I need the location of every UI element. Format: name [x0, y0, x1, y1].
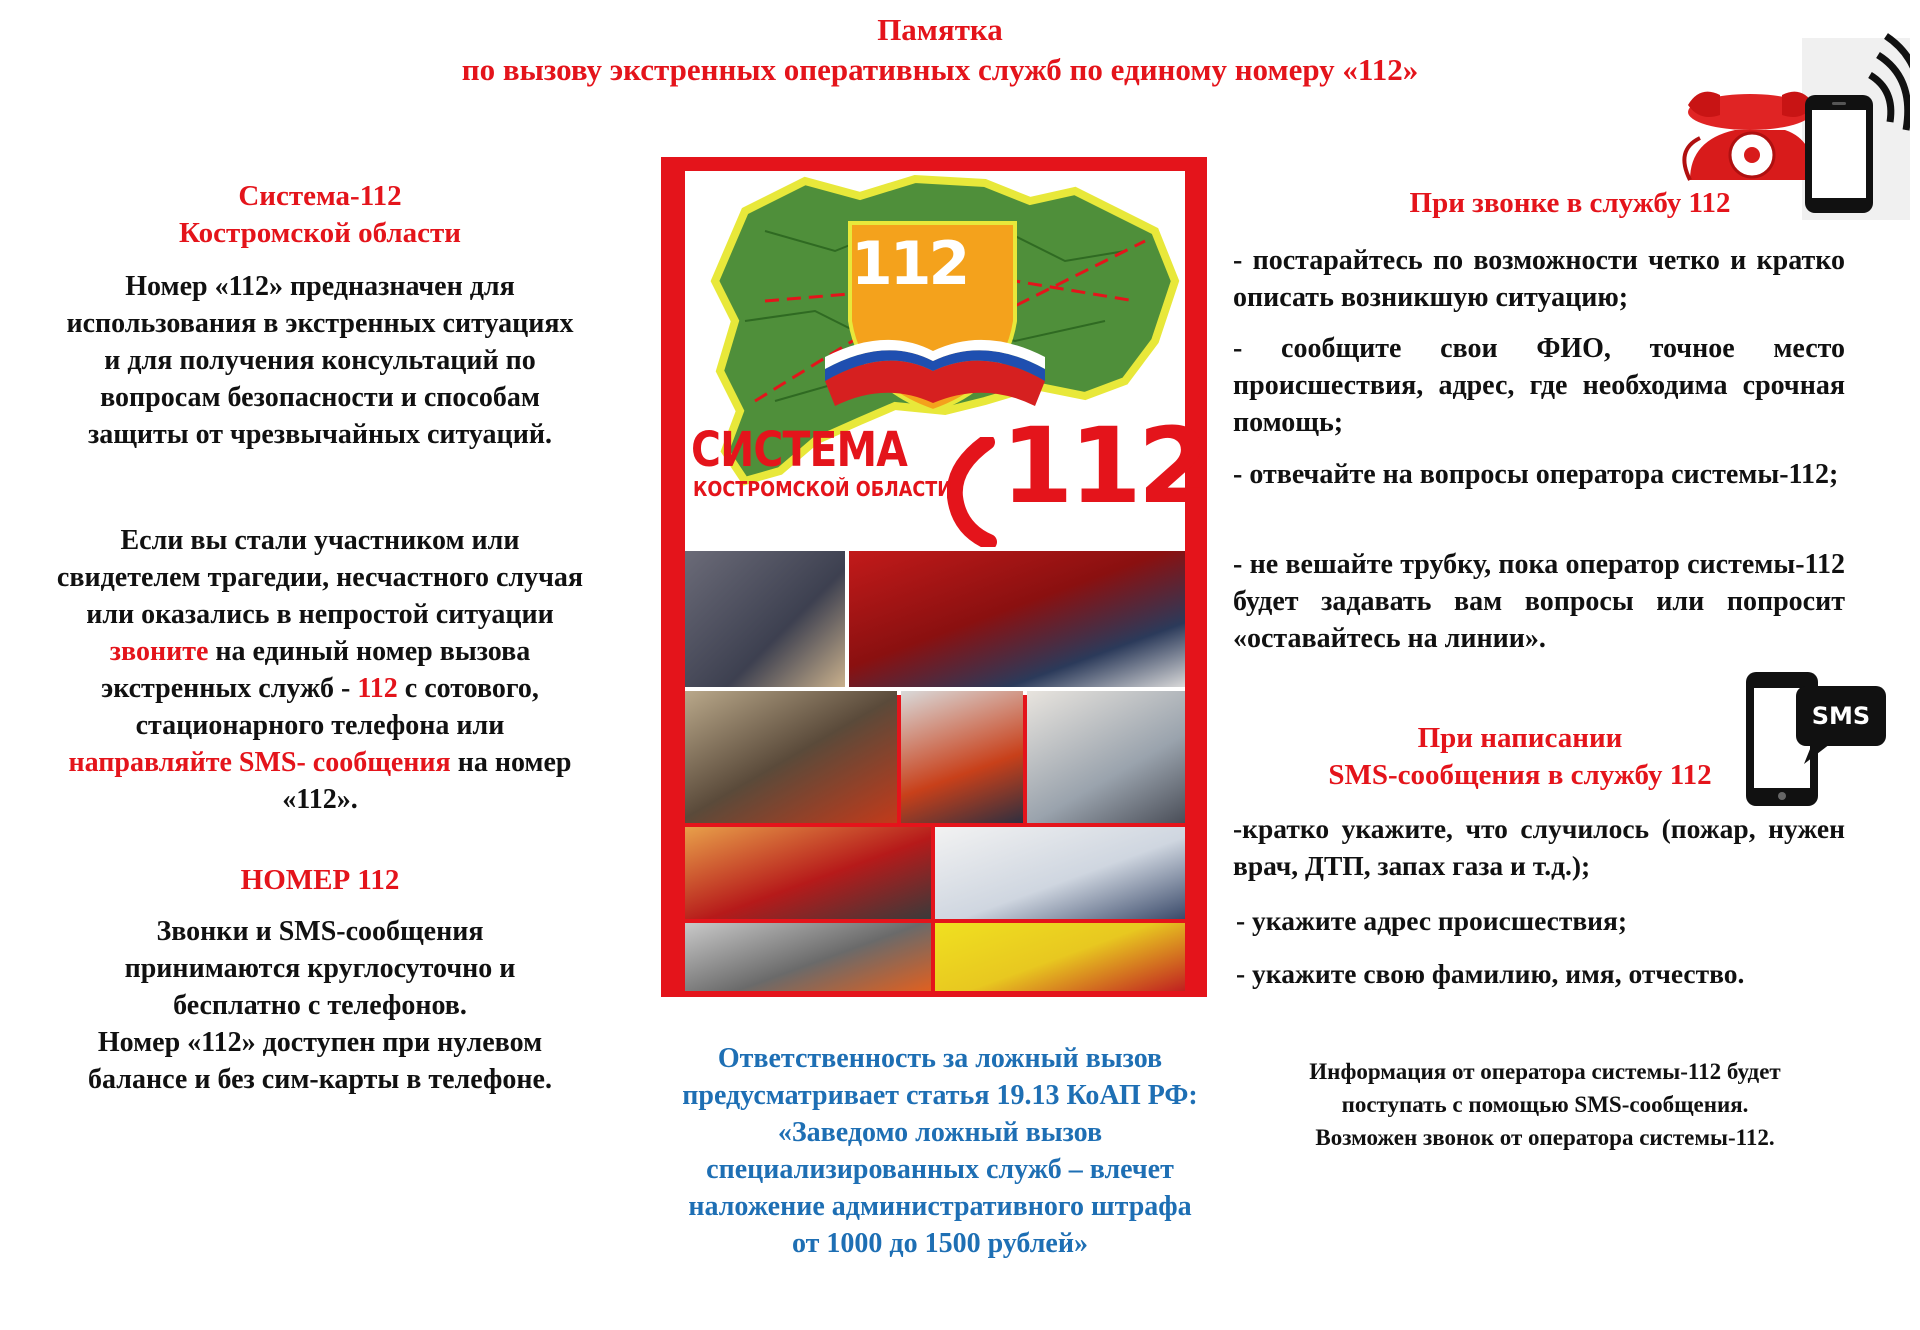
poster-region-word: КОСТРОМСКОЙ ОБЛАСТИ [693, 477, 953, 501]
photo-fire-truck [685, 827, 931, 919]
para2-text-1: Если вы стали участником или свидетелем трагедии, несчастного случая или оказались в непростой ситуации [56, 525, 584, 630]
photo-dispatcher [1027, 691, 1185, 823]
left-heading-line-2: Костромской области [179, 217, 461, 249]
availability-line-2: принимаются круглосуточно и [124, 953, 516, 984]
info-line-3: Возможен звонок от оператора системы-112. [1315, 1125, 1775, 1150]
call-item-1-text: - постарайтесь по возможности четко и кратко описать возникшую ситуацию; [1233, 245, 1845, 313]
left-heading [60, 178, 580, 252]
left-paragraph-purpose: Номер «112» предназначен для использования в экстренных ситуациях и для получения консультаций по вопросам безопасности и способам защиты от чрезвычайных ситуаций. [66, 271, 574, 450]
call-item-2-text: - сообщите свои ФИО, точное место происшествия, адрес, где необходима срочная помощь; [1233, 333, 1845, 438]
false-call-liability-note [620, 1040, 1260, 1262]
system-112-poster [661, 157, 1207, 997]
sms-phone-icon [1742, 668, 1892, 810]
call-item-1 [1233, 242, 1845, 316]
sms-heading-line-1: При написании [1417, 722, 1623, 754]
para2-text-4: на номер «112». [282, 747, 572, 815]
call-item-3-text: - отвечайте на вопросы оператора системы-112; [1233, 459, 1839, 490]
title-line-2: по вызову экстренных оперативных служб по единому номеру «112» [461, 52, 1419, 87]
left-heading-line-1: Система-112 [238, 180, 402, 212]
left-paragraph-availability [45, 913, 595, 1098]
law-line-4: специализированных служб – влечет [706, 1154, 1174, 1185]
para2-text-3: с сотового, стационарного телефона или [135, 673, 539, 741]
shield-number: 112 [851, 229, 968, 299]
handset-icon [947, 437, 1007, 547]
availability-line-1: Звонки и SMS-сообщения [156, 916, 484, 947]
sms-item-1-text: -кратко укажите, что случилось (пожар, нужен врач, ДТП, запах газа и т.д.); [1233, 813, 1845, 881]
law-line-1: Ответственность за ложный вызов [717, 1043, 1163, 1074]
photo-emergency-team [685, 923, 931, 991]
availability-line-4: Номер «112» доступен при нулевом [97, 1027, 543, 1058]
call-item-3 [1233, 456, 1845, 493]
title-line-1: Памятка [877, 12, 1003, 47]
law-line-5: наложение административного штрафа [688, 1191, 1192, 1222]
sms-item-1 [1233, 810, 1845, 884]
para2-number-highlight: 112 [357, 673, 398, 704]
info-line-2: поступать с помощью SMS-сообщения. [1341, 1092, 1749, 1117]
call-heading: При звонке в службу 112 [1409, 187, 1731, 219]
sms-item-2: - укажите адрес происшествия; [1236, 905, 1628, 936]
info-line-1: Информация от оператора системы-112 будет [1309, 1059, 1781, 1084]
call-item-2 [1233, 330, 1845, 441]
left-paragraph-instructions [55, 522, 585, 818]
sms-item-3: - укажите свою фамилию, имя, отчество. [1236, 958, 1745, 989]
law-line-2: предусматривает статья 19.13 КоАП РФ: [682, 1080, 1198, 1111]
call-item-4-text: - не вешайте трубку, пока оператор системы-112 будет задавать вам вопросы или попросит «оставайтесь на линии». [1233, 549, 1845, 654]
photo-rescuer-vehicle [849, 551, 1185, 687]
sms-heading-line-2: SMS-сообщения в службу 112 [1328, 759, 1712, 791]
photo-operator [685, 551, 845, 687]
number-112-heading: НОМЕР 112 [240, 864, 400, 896]
photo-rescuer [901, 691, 1023, 823]
poster-big-number: 112 [1001, 405, 1207, 527]
sms-badge: SMS [1811, 702, 1871, 730]
call-item-4 [1233, 546, 1845, 657]
poster-system-word: СИСТЕМА [691, 422, 907, 478]
availability-line-3: бесплатно с телефонов. [173, 990, 467, 1021]
page-title [0, 10, 1880, 90]
rotary-phone-icon [1684, 92, 1815, 180]
operator-info [1245, 1055, 1845, 1154]
sms-heading [1290, 720, 1750, 794]
availability-line-5: балансе и без сим-карты в телефоне. [88, 1064, 552, 1095]
photo-rescue-operation [685, 691, 897, 823]
law-line-6: от 1000 до 1500 рублей» [792, 1228, 1088, 1259]
photo-ambulance [935, 923, 1185, 991]
law-line-3: «Заведомо ложный вызов [777, 1117, 1103, 1148]
para2-sms-highlight: направляйте SMS- сообщения [68, 747, 451, 778]
photo-police-cars [935, 827, 1185, 919]
para2-text-2: на единый номер вызова экстренных служб - [101, 636, 531, 704]
para2-call-highlight: звоните [109, 636, 209, 667]
